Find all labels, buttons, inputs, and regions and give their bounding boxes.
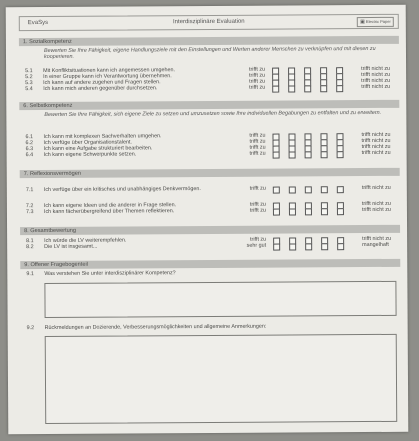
section-header xyxy=(19,100,399,110)
question-text: Rückmeldungen an Dozierende, Verbesserungsmöglichkeiten und allgemeine Anmerkungen: xyxy=(44,323,267,331)
logo-mark-icon: ▣ xyxy=(360,19,365,26)
scale-low-label: trifft zu xyxy=(249,78,266,85)
scale-high-label: trifft nicht zu xyxy=(361,71,391,79)
form-header xyxy=(19,14,399,31)
rating-checkbox-3[interactable] xyxy=(305,151,312,158)
rating-checkbox-2[interactable] xyxy=(289,151,296,158)
scale-low-label: trifft zu xyxy=(250,236,267,243)
scale-high-label: trifft nicht zu xyxy=(362,235,392,243)
section-title: 9. Offener Fragebogenteil xyxy=(24,261,88,269)
section-intro: Bewerten Sie Ihre Fähigkeit, eigene Handlungsziele mit den Einstellungen und Werten anderer Menschen zu verknüpfen und mit diesen zu kooperieren. xyxy=(43,45,376,61)
question-number: 6.1 xyxy=(25,134,34,141)
rating-checkbox-4[interactable] xyxy=(321,208,328,215)
scale-low-label: trifft zu xyxy=(249,201,266,208)
question-text: Ich kann mich anderen gegenüber durchsetzen. xyxy=(43,85,158,92)
scale-low-label: sehr gut xyxy=(246,242,267,249)
section-intro: Bewerten Sie Ihre Fähigkeit, sich eigene Ziele zu setzen und umzusetzen sowie Ihre individuellen Begabungen zu entfalten und zu erweitern. xyxy=(44,109,382,118)
rating-checkbox-4[interactable] xyxy=(321,243,328,250)
question-text: Die LV ist insgesamt... xyxy=(44,243,98,250)
question-row xyxy=(26,185,400,199)
question-number: 7.1 xyxy=(25,187,34,194)
rating-checkbox-2[interactable] xyxy=(289,208,296,215)
question-text: In einer Gruppe kann ich Verantwortung übernehmen. xyxy=(43,73,172,80)
scale-low-label: trifft zu xyxy=(249,150,266,157)
rating-checkbox-2[interactable] xyxy=(289,243,296,250)
section-title: 1. Sozialkompetenz xyxy=(22,38,72,46)
rating-checkbox-1[interactable] xyxy=(272,86,279,93)
question-text: Mit Konfliktsituationen kann ich angemessen umgehen. xyxy=(43,67,175,74)
brand-name: EvaSys xyxy=(27,19,49,27)
section-title: 7. Reflexionsvermögen xyxy=(23,170,81,178)
rating-checkbox-1[interactable] xyxy=(273,152,280,159)
scale-high-label: trifft nicht zu xyxy=(361,143,391,151)
section-header xyxy=(20,225,400,235)
question-number: 5.4 xyxy=(25,86,33,93)
question-number: 5.3 xyxy=(25,80,33,87)
question-text: Was verstehen Sie unter interdisziplinärer Kompetenz? xyxy=(44,270,176,277)
question-text: Ich kann fächerübergreifend über Themen reflektieren. xyxy=(43,208,175,215)
scale-high-label: trifft nicht zu xyxy=(361,200,391,208)
electric-paper-logo xyxy=(357,17,394,27)
question-text: Ich verfüge über Organisationstalent. xyxy=(43,139,132,146)
rating-checkbox-4[interactable] xyxy=(321,186,328,193)
scale-low-label: trifft zu xyxy=(249,207,266,214)
rating-checkbox-1[interactable] xyxy=(273,244,280,251)
question-number: 6.2 xyxy=(25,140,34,147)
rating-checkbox-3[interactable] xyxy=(305,208,312,215)
scale-high-label: trifft nicht zu xyxy=(361,131,391,139)
scale-high-label: trifft nicht zu xyxy=(361,83,391,91)
rating-checkbox-5[interactable] xyxy=(336,85,343,92)
question-text: Ich kann eine Aufgabe strukturiert bearbeiten. xyxy=(43,145,153,152)
rating-checkbox-5[interactable] xyxy=(337,208,344,215)
form-title: Interdisziplinäre Evaluation xyxy=(172,18,245,26)
question-number: 8.2 xyxy=(26,244,34,251)
question-text: Ich kann eigene Ideen und die anderer in Frage stellen. xyxy=(43,202,177,209)
section-title: 8. Gesamtbewertung xyxy=(24,227,77,235)
question-row xyxy=(26,207,400,216)
question-number: 5.2 xyxy=(25,74,33,81)
rating-checkbox-3[interactable] xyxy=(305,186,312,193)
question-text: Ich verfüge über ein kritisches und unabhängiges Denkvermögen. xyxy=(43,186,201,193)
question-number: 7.3 xyxy=(25,209,34,216)
scale-high-label: trifft nicht zu xyxy=(361,149,391,157)
question-text: Ich kann eigene Schwerpunkte setzen. xyxy=(43,151,137,158)
question-row xyxy=(26,242,400,251)
question-row xyxy=(25,84,399,93)
scale-low-label: trifft zu xyxy=(249,144,266,151)
scale-high-label: trifft nicht zu xyxy=(361,77,391,85)
question-text: Ich würde die LV weiterempfehlen. xyxy=(44,237,127,244)
scale-low-label: trifft zu xyxy=(249,185,266,192)
rating-checkbox-1[interactable] xyxy=(273,209,280,216)
scale-high-label: mangelhaft xyxy=(362,241,389,249)
answer-textarea[interactable] xyxy=(44,281,396,318)
question-number: 9.1 xyxy=(26,271,34,278)
section-header xyxy=(19,36,399,46)
rating-checkbox-2[interactable] xyxy=(288,85,295,92)
rating-checkbox-3[interactable] xyxy=(304,85,311,92)
section-header xyxy=(20,259,400,269)
scale-low-label: trifft zu xyxy=(249,72,266,79)
section-title: 6. Selbstkompetenz xyxy=(23,102,73,110)
rating-checkbox-5[interactable] xyxy=(337,151,344,158)
scale-high-label: trifft nicht zu xyxy=(361,184,391,192)
logo-text: Electric Paper xyxy=(365,18,391,25)
rating-checkbox-1[interactable] xyxy=(273,187,280,194)
questionnaire-page xyxy=(6,5,409,434)
section-header xyxy=(20,168,400,178)
question-number: 5.1 xyxy=(25,68,33,75)
scale-low-label: trifft zu xyxy=(249,84,266,91)
scale-high-label: trifft nicht zu xyxy=(361,137,391,145)
question-text: Ich kann mit komplexen Sachverhalten umgehen. xyxy=(43,133,162,140)
rating-checkbox-3[interactable] xyxy=(305,243,312,250)
rating-checkbox-4[interactable] xyxy=(320,85,327,92)
question-number: 9.2 xyxy=(26,325,35,332)
scale-high-label: trifft nicht zu xyxy=(361,206,391,214)
question-number: 6.3 xyxy=(25,146,34,153)
rating-checkbox-2[interactable] xyxy=(289,186,296,193)
question-number: 7.2 xyxy=(25,203,34,210)
question-text: Ich kann auf andere zugehen und Fragen stellen. xyxy=(43,79,161,86)
rating-checkbox-4[interactable] xyxy=(321,151,328,158)
rating-checkbox-5[interactable] xyxy=(337,243,344,250)
scale-low-label: trifft zu xyxy=(249,138,266,145)
scale-low-label: trifft zu xyxy=(248,66,266,73)
question-number: 8.1 xyxy=(26,238,34,245)
question-row xyxy=(26,150,400,159)
scale-high-label: trifft nicht zu xyxy=(361,65,391,73)
answer-textarea[interactable] xyxy=(45,334,398,424)
rating-checkbox-5[interactable] xyxy=(337,186,344,193)
question-number: 6.4 xyxy=(25,152,34,159)
scale-low-label: trifft zu xyxy=(249,132,266,139)
